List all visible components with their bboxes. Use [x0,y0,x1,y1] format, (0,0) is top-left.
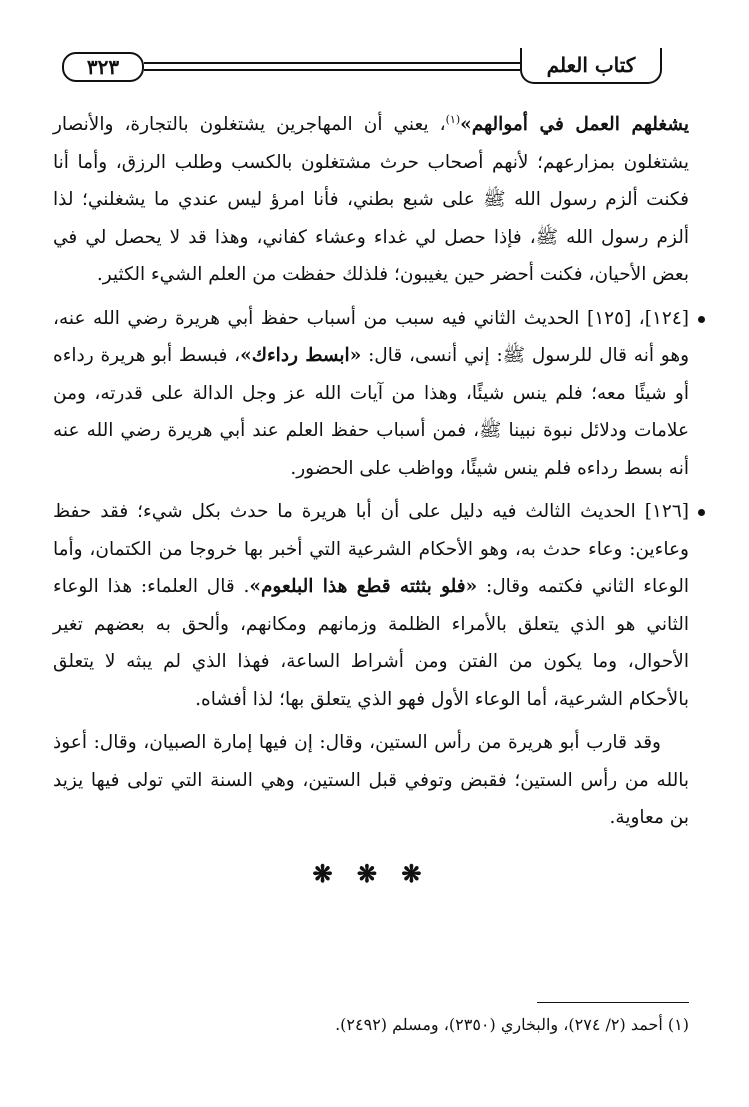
section-separator: ❋ ❋ ❋ [312,858,430,888]
header-rule-top [144,62,520,64]
footnote-rule [537,1002,689,1003]
item-1-text-a: [١٢٤]، [١٢٥] الحديث الثاني فيه سبب من أسباب حفظ أبي هريرة رضي الله عنه، وهو أنه قال للرسول ﷺ: إني أنسى، قال: [53,307,690,366]
footnote: (١) أحمد (٢/ ٢٧٤)، والبخاري (٢٣٥٠)، ومسلم (٢٤٩٢). [335,1015,689,1034]
running-header [62,48,662,88]
hadith-commentary-126 [53,493,689,718]
bullet-icon [698,316,705,323]
page-number: ٣٢٣ [62,52,144,82]
item-1-quote: «ابسط رداءك» [240,345,362,366]
item-2-quote: «فلو بثثته قطع هذا البلعوم» [249,576,478,597]
chapter-title: كتاب العلم [520,48,662,84]
bullet-icon [698,509,705,516]
item-2-text-b: . قال العلماء: هذا الوعاء الثاني هو الذي يتعلق بالأمراء الظلمة وزمانهم ومكانهم، وألحق به بعضهم تغير الأحوال، وما يكون من الفتن ومن أشراط الساعة، فهذا الذي لم يبثه لا يتعلق بالأحكام الشرعية، أما الوعاء الأول فهو الذي يتعلق بها؛ لذا أفشاه. [53,576,689,710]
item-1-text-b: ، فبسط أبو هريرة رداءه أو شيئًا معه؛ فلم ينس شيئًا، وهذا من آيات الله عز وجل الدالة على قدرته، ومن علامات ودلائل نبوة نبينا ﷺ، فمن أسباب حفظ العلم عند أبي هريرة رضي الله عنه أنه بسط رداءه فلم ينس شيئًا، وواظب على الحضور. [53,345,689,479]
item-2-text-a: [١٢٦] الحديث الثالث فيه دليل على أن أبا هريرة ما حدث بكل شيء؛ فقد حفظ وعاءين: وعاء حدث به، وهو الأحكام الشرعية التي أخبر بها خروجا من الكتمان، وأما الوعاء الثاني فكتمه وقال: [53,501,689,597]
paragraph-last: وقد قارب أبو هريرة من رأس الستين، وقال: إن فيها إمارة الصبيان، وقال: أعوذ بالله من رأس الستين؛ فقبض وتوفي قبل الستين، وهي السنة التي تولى فيها يزيد بن معاوية. [53,732,689,828]
paragraph-1 [53,106,689,294]
footnote-ref[interactable]: (١) [445,112,461,126]
paragraph-1-lead: يشغلهم العمل في أموالهم» [460,114,689,135]
hadith-commentary-124-125 [53,300,689,488]
main-text [53,106,689,892]
header-rule-bottom [144,69,520,71]
paragraph-1-text: ، يعني أن المهاجرين يشتغلون بالتجارة، والأنصار يشتغلون بمزارعهم؛ لأنهم أصحاب حرث مشتغلون بالكسب وطلب الرزق، وأما أنا فكنت ألزم رسول الله ﷺ على شبع بطني، فأنا امرؤ ليس عندي ما يشغلني؛ لذا ألزم رسول الله ﷺ، فإذا حصل لي غداء وعشاء كفاني، وهذا قد لا يحصل لي في بعض الأحيان، فكنت أحضر حين يغيبون؛ فلذلك حفظت من العلم الشيء الكثير. [53,114,689,285]
